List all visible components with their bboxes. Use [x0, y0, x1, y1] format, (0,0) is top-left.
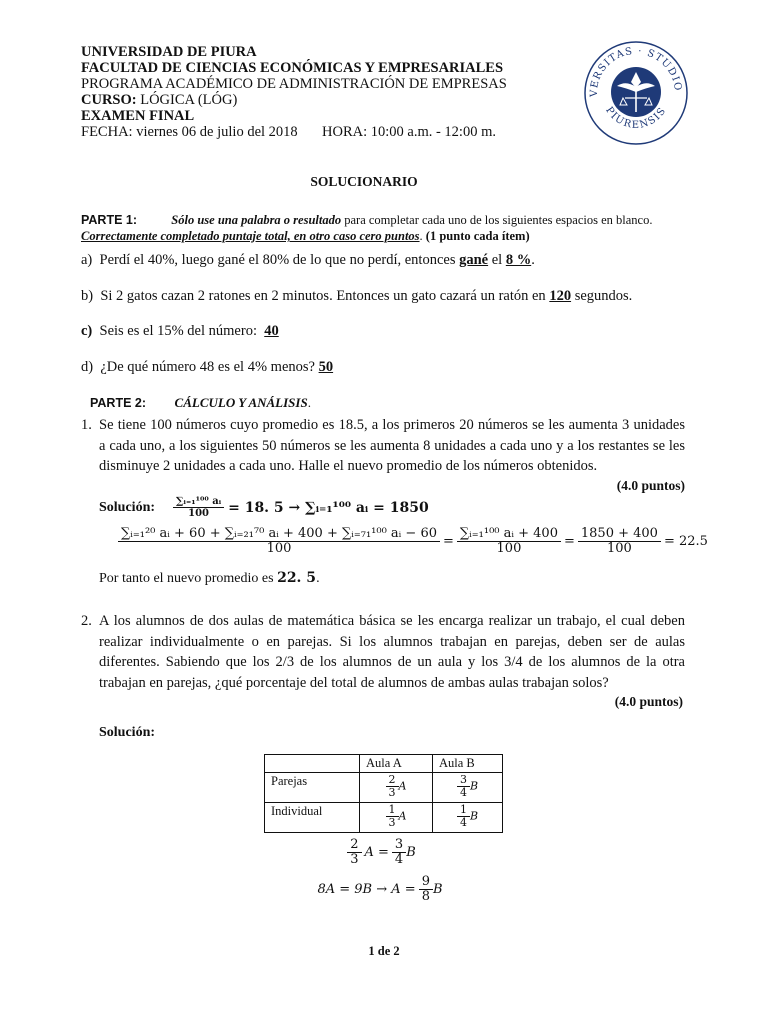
conclusion-value: 22. 5	[277, 570, 317, 586]
table-header-cell: Aula A	[360, 755, 433, 773]
item-b-letter: b)	[81, 288, 94, 304]
program-name: PROGRAMA ACADÉMICO DE ADMINISTRACIÓN DE EMPRESAS	[81, 76, 507, 92]
eq4-den: 8	[421, 889, 430, 905]
table-row-label: Individual	[265, 803, 360, 833]
eq2-fraction-b	[457, 527, 561, 557]
item-b	[81, 286, 632, 307]
table-header-cell: Aula B	[433, 755, 503, 773]
table-header-cell	[265, 755, 360, 773]
table-row	[265, 803, 503, 833]
eq2-c-numerator: 1850 + 400	[578, 527, 661, 542]
conclusion-dot: .	[316, 571, 320, 586]
solution1-label: Solución:	[99, 499, 156, 515]
eq1-numerator: ∑ᵢ₌₁¹⁰⁰ aᵢ	[173, 496, 224, 508]
eq4-var: B	[432, 882, 443, 898]
page-number: 1 de 2	[368, 944, 400, 958]
frac-den: 3	[388, 786, 396, 800]
table-cell	[360, 803, 433, 833]
solution2-label: Solución:	[99, 725, 156, 740]
document-title: SOLUCIONARIO	[310, 174, 418, 189]
item-a-text: Perdí el 40%, luego gané el 80% de lo que no perdí, entonces	[99, 252, 460, 268]
part1-instr-rest: para completar cada uno de los siguientes espacios en blanco.	[341, 213, 653, 227]
item-a-mid: el	[488, 252, 506, 268]
part1-instr-dot: .	[419, 229, 426, 243]
exam-time: HORA: 10:00 a.m. - 12:00 m.	[322, 124, 496, 140]
item-a-answer2: 8 %	[505, 252, 532, 268]
frac-num: 3	[457, 774, 470, 787]
table-cell	[360, 773, 433, 803]
seal-bottom-text: PIURENSIS	[603, 105, 669, 131]
table-row	[265, 773, 503, 803]
var-label: A	[398, 779, 407, 793]
eq4-left: 8A = 9B → A =	[317, 882, 416, 898]
problem1-points: (4.0 puntos)	[616, 478, 685, 493]
course-line	[81, 93, 237, 109]
item-b-answer: 120	[549, 288, 572, 304]
eq2-a-denominator: 100	[266, 541, 292, 557]
frac-den: 3	[388, 816, 396, 830]
course-value: LÓGICA (LÓG)	[140, 92, 238, 108]
item-b-text: Si 2 gatos cazan 2 ratones en 2 minutos. Entonces un gato cazará un ratón en	[100, 288, 550, 304]
item-a-letter: a)	[81, 252, 93, 268]
eq4-num: 9	[419, 875, 433, 890]
item-c	[81, 321, 279, 342]
faculty-name: FACULTAD DE CIENCIAS ECONÓMICAS Y EMPRESARIALES	[81, 60, 504, 76]
var-label: A	[398, 809, 407, 823]
item-d-letter: d)	[81, 359, 94, 375]
part2-subtitle: CÁLCULO Y ANÁLISIS	[174, 395, 308, 410]
eq2-b-numerator: ∑ᵢ₌₁¹⁰⁰ aᵢ + 400	[457, 527, 561, 542]
var-label: B	[469, 809, 479, 823]
part1-instr-emphasis: Sólo use una palabra o resultado	[171, 213, 342, 227]
part2-label: PARTE 2:	[90, 396, 147, 410]
part1-instr-rule: Correctamente completado puntaje total, en otro caso cero puntos	[81, 229, 420, 243]
problem1-number: 1.	[81, 417, 92, 433]
eq2-c-denominator: 100	[607, 541, 632, 557]
eq3-right-var: B	[406, 845, 416, 861]
frac-num: 1	[457, 804, 470, 817]
item-d	[81, 357, 333, 378]
item-d-text: ¿De qué número 48 es el 4% menos?	[100, 359, 319, 375]
exam-title: EXAMEN FINAL	[81, 108, 195, 124]
part2-heading: PARTE 2: CÁLCULO Y ANÁLISIS.	[90, 395, 311, 410]
frac-num: 1	[386, 804, 399, 817]
var-label: B	[469, 779, 479, 793]
solution1-conclusion	[99, 570, 320, 587]
part1-label: PARTE 1:	[81, 213, 138, 227]
eq3-right-den: 4	[394, 852, 404, 868]
table-header-row	[265, 755, 503, 773]
table-cell	[433, 803, 503, 833]
frac-den: 4	[459, 816, 467, 830]
part1-instructions	[81, 212, 720, 244]
eq1-denominator: 100	[188, 508, 209, 519]
conclusion-text: Por tanto el nuevo promedio es	[99, 571, 278, 586]
eq2-fraction-a	[118, 527, 440, 557]
university-seal-logo	[583, 40, 689, 146]
solution2-eq4	[0, 875, 768, 905]
exam-date: FECHA: viernes 06 de julio del 2018	[81, 124, 298, 140]
eq3-left-var: A =	[364, 845, 389, 861]
item-d-answer: 50	[318, 359, 334, 375]
solution1-eq1	[99, 496, 429, 519]
solution2-table	[264, 754, 503, 833]
eq1-rest: = 18. 5 → ∑ᵢ₌₁¹⁰⁰ aᵢ = 1850	[228, 499, 429, 516]
eq3-left-num: 2	[347, 838, 361, 853]
table-cell	[433, 773, 503, 803]
table-row-label: Parejas	[265, 773, 360, 803]
course-label: CURSO:	[81, 92, 137, 108]
eq3-right-num: 3	[392, 838, 406, 853]
eq2-a-numerator: ∑ᵢ₌₁²⁰ aᵢ + 60 + ∑ᵢ₌₂₁⁷⁰ aᵢ + 400 + ∑ᵢ₌₇₁¹⁰⁰ aᵢ − 60	[118, 527, 440, 542]
item-a-end: .	[531, 252, 535, 268]
problem2-text: A los alumnos de dos aulas de matemática básica se les encarga realizar un trabajo, el cual deben realizar individualmente o en parejas. Si los alumnos trabajan en parejas, deben ser de aulas diferentes. Sabiendo que los 2/3 de los alumnos de un aula y los 3/4 de los alumnos de la otra trabajan en parejas, ¿qué porcentaje del total de alumnos de ambas aulas trabajan solos?	[99, 613, 685, 691]
eq2-result: = 22.5	[663, 534, 708, 550]
item-a	[81, 250, 535, 271]
problem1-text: Se tiene 100 números cuyo promedio es 18.5, a los primeros 20 números se les aumenta 3 unidades a cada uno, a los siguientes 50 números se les aumenta 8 unidades a cada uno y a los restantes se les disminuye 2 unidades a cada uno. Halle el nuevo promedio de los números obtenidos.	[99, 417, 685, 474]
frac-den: 4	[459, 786, 467, 800]
item-a-answer1: gané	[459, 252, 489, 268]
item-b-end: segundos.	[571, 288, 633, 304]
item-c-letter: c)	[81, 323, 93, 339]
item-c-text: Seis es el 15% del número:	[99, 323, 261, 339]
solution2-eq3	[0, 838, 768, 868]
seal-top-text: VERSITAS · STUDIO	[588, 45, 684, 98]
item-c-answer: 40	[264, 323, 279, 339]
eq1-fraction	[173, 496, 224, 519]
frac-num: 2	[386, 774, 399, 787]
university-name: UNIVERSIDAD DE PIURA	[81, 44, 257, 60]
solution1-eq2: $\frac{\text{∑ᵢ₌₁²⁰ aᵢ + 60 + ∑ᵢ₌₂₁⁷⁰ aᵢ + 400 + ∑ᵢ₌₇₁¹⁰⁰ aᵢ − 60}}{100}$ = $\frac{\text{∑ᵢ₌₁¹⁰⁰ aᵢ + 400}}{100}$ = $\frac{1850 + 400}{100}$ = 22.5	[118, 527, 708, 557]
problem2-points: (4.0 puntos)	[614, 694, 683, 709]
eq2-fraction-c	[578, 527, 661, 557]
part1-points: (1 punto cada ítem)	[425, 229, 530, 243]
problem2-number: 2.	[81, 613, 92, 629]
eq3-left-den: 3	[350, 852, 359, 868]
eq2-b-denominator: 100	[496, 541, 522, 557]
